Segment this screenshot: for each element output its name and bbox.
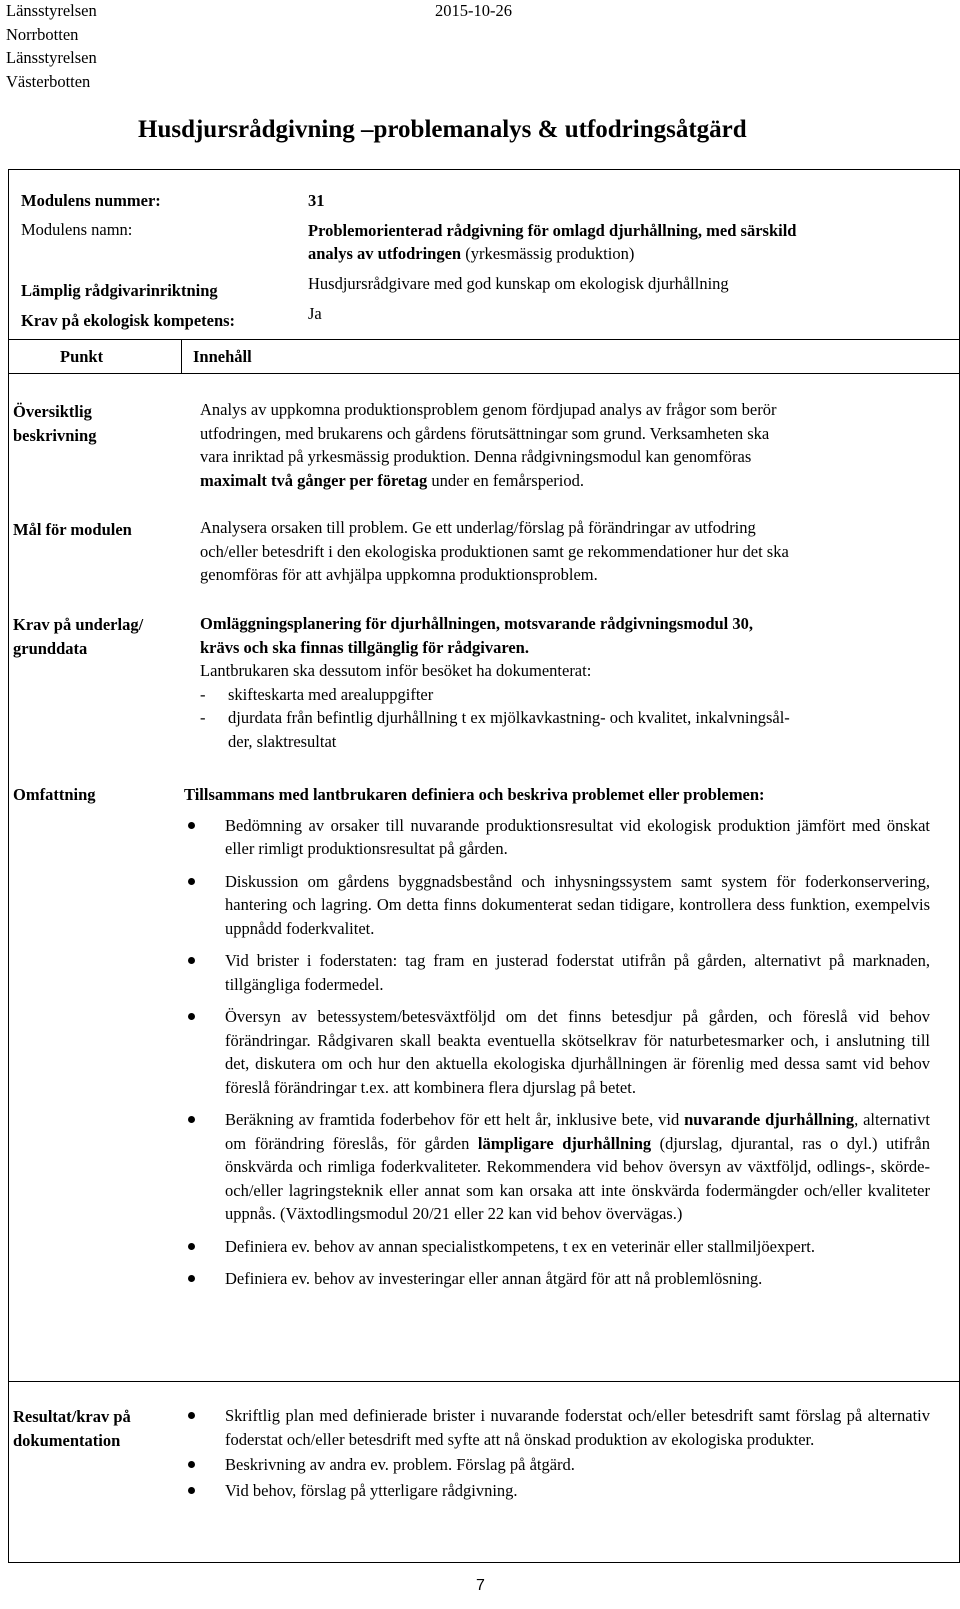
table-border-left xyxy=(8,169,9,1562)
overview-text-line4 xyxy=(200,469,940,493)
goal-text-line3: genomföras för att avhjälpa uppkomna produktionsproblem. xyxy=(200,565,598,584)
scope-heading: Tillsammans med lantbrukaren definiera och beskriva problemet eller problemen: xyxy=(184,785,765,804)
advisor-value: Husdjursrådgivare med god kunskap om ekologisk djurhållning xyxy=(308,274,729,293)
bullet-icon xyxy=(188,822,195,829)
requirements-dash2-line2: der, slaktresultat xyxy=(228,731,337,751)
scope-label: Omfattning xyxy=(13,785,96,804)
bullet-icon xyxy=(188,1243,195,1250)
scope-item-5-part-a: Beräkning av framtida foderbehov för ett helt år, inklusive bete, vid xyxy=(225,1110,685,1129)
result-item-1-text: Skriftlig plan med definierade brister i nuvarande foderstat och/eller betesdrift samt förslag på alternativ foderstat och/eller betesdrift med syfte att nå önskad produktion av ekologiska produkter. xyxy=(225,1406,930,1449)
requirements-dash1-text: skifteskarta med arealuppgifter xyxy=(228,684,434,704)
requirements-bold-line1: Omläggningsplanering för djurhållningen, motsvarande rådgivningsmodul 30, xyxy=(200,614,753,633)
requirements-label-line2: grunddata xyxy=(13,638,88,658)
result-label-line2: dokumentation xyxy=(13,1430,121,1450)
overview-text-line3: vara inriktad på yrkesmässig produktion. Denna rådgivningsmodul kan genomföras xyxy=(200,447,752,466)
requirements-dash-item-1: - skifteskarta med arealuppgifter xyxy=(200,684,434,704)
scope-item-1-text: Bedömning av orsaker till nuvarande produktionsresultat vid ekologisk produktion jämfört med önskat eller rimligt produktionsresultat på gården. xyxy=(225,815,930,858)
page-number: 7 xyxy=(476,1577,485,1594)
org1-name: Länsstyrelsen xyxy=(6,1,97,20)
module-name-label: Modulens namn: xyxy=(21,220,133,239)
requirements-bold-line2: krävs och ska finnas tillgänglig för rådgivaren. xyxy=(200,637,529,657)
list-item xyxy=(184,949,930,996)
list-item xyxy=(184,814,930,861)
document-title: Husdjursrådgivning –problemanalys & utfodringsåtgärd xyxy=(138,116,747,143)
col-header-punkt: Punkt xyxy=(60,347,104,366)
eco-competence-label: Krav på ekologisk kompetens: xyxy=(21,311,236,330)
module-name-value-bold: analys av utfodringen xyxy=(308,244,462,263)
scope-item-6-text: Definiera ev. behov av annan specialistkompetens, t ex en veterinär eller stallmiljöexpert. xyxy=(225,1236,815,1256)
requirements-text xyxy=(200,612,940,753)
overview-label-line1: Översiktlig xyxy=(13,402,92,421)
scope-item-4-text: Översyn av betessystem/betesväxtföljd om det finns betesdjur på gården, och föreslå vid behov förändringar. Rådgivaren skall beakta eventuella skötselkrav för naturbetesmarker och, i anslutning till det, diskutera om och hur den aktuella ekologiska djurhållningen är förenlig med dessa samt vid behov föreslå förändringar t.ex. att kombinera flera djurslag på betet. xyxy=(225,1007,930,1097)
scope-item-5-part-e: (djurslag, djurantal, ras o dyl.) utifrån önskvärda och rimliga foderkvaliteter. Rekommendera vid behov översyn av växtföljd, odlings-, skörde- och/eller lagringsteknik eller annat som kan orsaka att inte önskvärda fodermängder och/eller kvaliteter uppnås. (Växtodlingsmodul 20/21 eller 22 kan vid behov övervägas.) xyxy=(225,1133,930,1223)
requirements-label xyxy=(13,613,178,660)
requirements-dash-item-2: - djurdata från befintlig djurhållning t ex mjölkavkastning- och kvalitet, inkalvningsål- der, slaktresultat xyxy=(200,708,790,751)
result-list xyxy=(184,1404,930,1502)
requirements-label-line1: Krav på underlag/ xyxy=(13,615,144,634)
org2-name: Länsstyrelsen xyxy=(6,48,97,67)
table-header-bottom-rule xyxy=(8,373,960,374)
list-item xyxy=(184,1453,930,1477)
scope-item-5-part-c: , alternativt om förändring föreslås, för gården xyxy=(225,1110,930,1153)
scope-item-3-text: Vid brister i foderstaten: tag fram en justerad foderstat utifrån på gården, alternativt på marknaden, tillgängliga fodermedel. xyxy=(225,951,930,994)
goal-text-line2: och/eller betesdrift i den ekologiska produktionen samt ge rekommendationer hur det ska xyxy=(200,541,789,561)
module-name-value-rest: (yrkesmässig produktion) xyxy=(461,244,635,263)
bullet-icon xyxy=(188,1013,195,1020)
org2-region: Västerbotten xyxy=(6,71,91,91)
overview-label xyxy=(13,400,178,447)
table-header-top-rule xyxy=(8,339,960,340)
module-name-value-line2 xyxy=(308,242,634,266)
header-organizations xyxy=(6,0,97,93)
bullet-icon xyxy=(188,1275,195,1282)
scope-item-2-text: Diskussion om gårdens byggnadsbestånd och inhysningssystem samt system för foderkonservering, hantering och lagring. Om detta finns dokumenterat sedan tidigare, kontrollera dess funktion, exempelvis uppnådd foderkvalitet. xyxy=(225,871,930,938)
overview-text-line2: utfodringen, med brukarens och gårdens förutsättningar som grund. Verksamheten ska xyxy=(200,423,770,443)
list-item xyxy=(184,1235,930,1259)
result-item-3-text: Vid behov, förslag på ytterligare rådgivning. xyxy=(225,1480,518,1500)
list-item xyxy=(184,1005,930,1099)
list-item xyxy=(184,1479,930,1503)
overview-text-line1: Analys av uppkomna produktionsproblem genom fördjupad analys av frågor som berör xyxy=(200,400,777,419)
module-number-label: Modulens nummer: xyxy=(21,191,161,210)
module-name-value-line1: Problemorienterad rådgivning för omlagd djurhållning, med särskild xyxy=(308,221,797,240)
advisor-label: Lämplig rådgivarinriktning xyxy=(21,281,218,300)
overview-text-line4-rest: under en femårsperiod. xyxy=(427,470,584,490)
goal-text-line1: Analysera orsaken till problem. Ge ett underlag/förslag på förändringar av utfodring xyxy=(200,518,756,537)
bullet-icon xyxy=(188,1412,195,1419)
scope-item-5-bold-2: lämpligare djurhållning xyxy=(477,1133,652,1153)
list-item xyxy=(184,1404,930,1451)
result-label-line1: Resultat/krav på xyxy=(13,1407,131,1426)
scope-list xyxy=(184,814,930,1291)
result-item-2-text: Beskrivning av andra ev. problem. Förslag på åtgärd. xyxy=(225,1455,575,1474)
bullet-icon xyxy=(188,957,195,964)
table-bottom-rule xyxy=(8,1562,960,1563)
overview-emphasis: maximalt två gånger per företag xyxy=(200,470,428,490)
eco-competence-value: Ja xyxy=(308,304,322,323)
module-number-value: 31 xyxy=(308,191,325,210)
module-metadata xyxy=(8,169,960,340)
scope-item-5-bold-1: nuvarande djurhållning xyxy=(684,1110,855,1129)
scope-item-7-text: Definiera ev. behov av investeringar eller annan åtgärd för att nå problemlösning. xyxy=(225,1269,763,1288)
goal-label: Mål för modulen xyxy=(13,520,132,539)
list-item xyxy=(184,1267,930,1291)
result-label xyxy=(13,1405,178,1452)
bullet-icon xyxy=(188,1487,195,1494)
bullet-icon xyxy=(188,1116,195,1123)
goal-text xyxy=(200,516,940,587)
col-header-innehall: Innehåll xyxy=(193,347,252,366)
list-item xyxy=(184,1108,930,1226)
bullet-icon xyxy=(188,1461,195,1468)
overview-label-line2: beskrivning xyxy=(13,425,97,445)
list-item xyxy=(184,870,930,941)
header-date: 2015-10-26 xyxy=(435,1,512,20)
requirements-dash2-line1: djurdata från befintlig djurhållning t ex mjölkavkastning- och kvalitet, inkalvningsål- xyxy=(228,708,790,727)
org1-region: Norrbotten xyxy=(6,24,79,44)
bullet-icon xyxy=(188,878,195,885)
header-column-divider xyxy=(181,339,182,373)
result-content xyxy=(184,1404,930,1511)
requirements-intro: Lantbrukaren ska dessutom inför besöket ha dokumenterat: xyxy=(200,661,592,680)
table-section-rule xyxy=(8,1381,960,1382)
overview-text xyxy=(200,398,940,492)
scope-content xyxy=(184,783,930,1300)
